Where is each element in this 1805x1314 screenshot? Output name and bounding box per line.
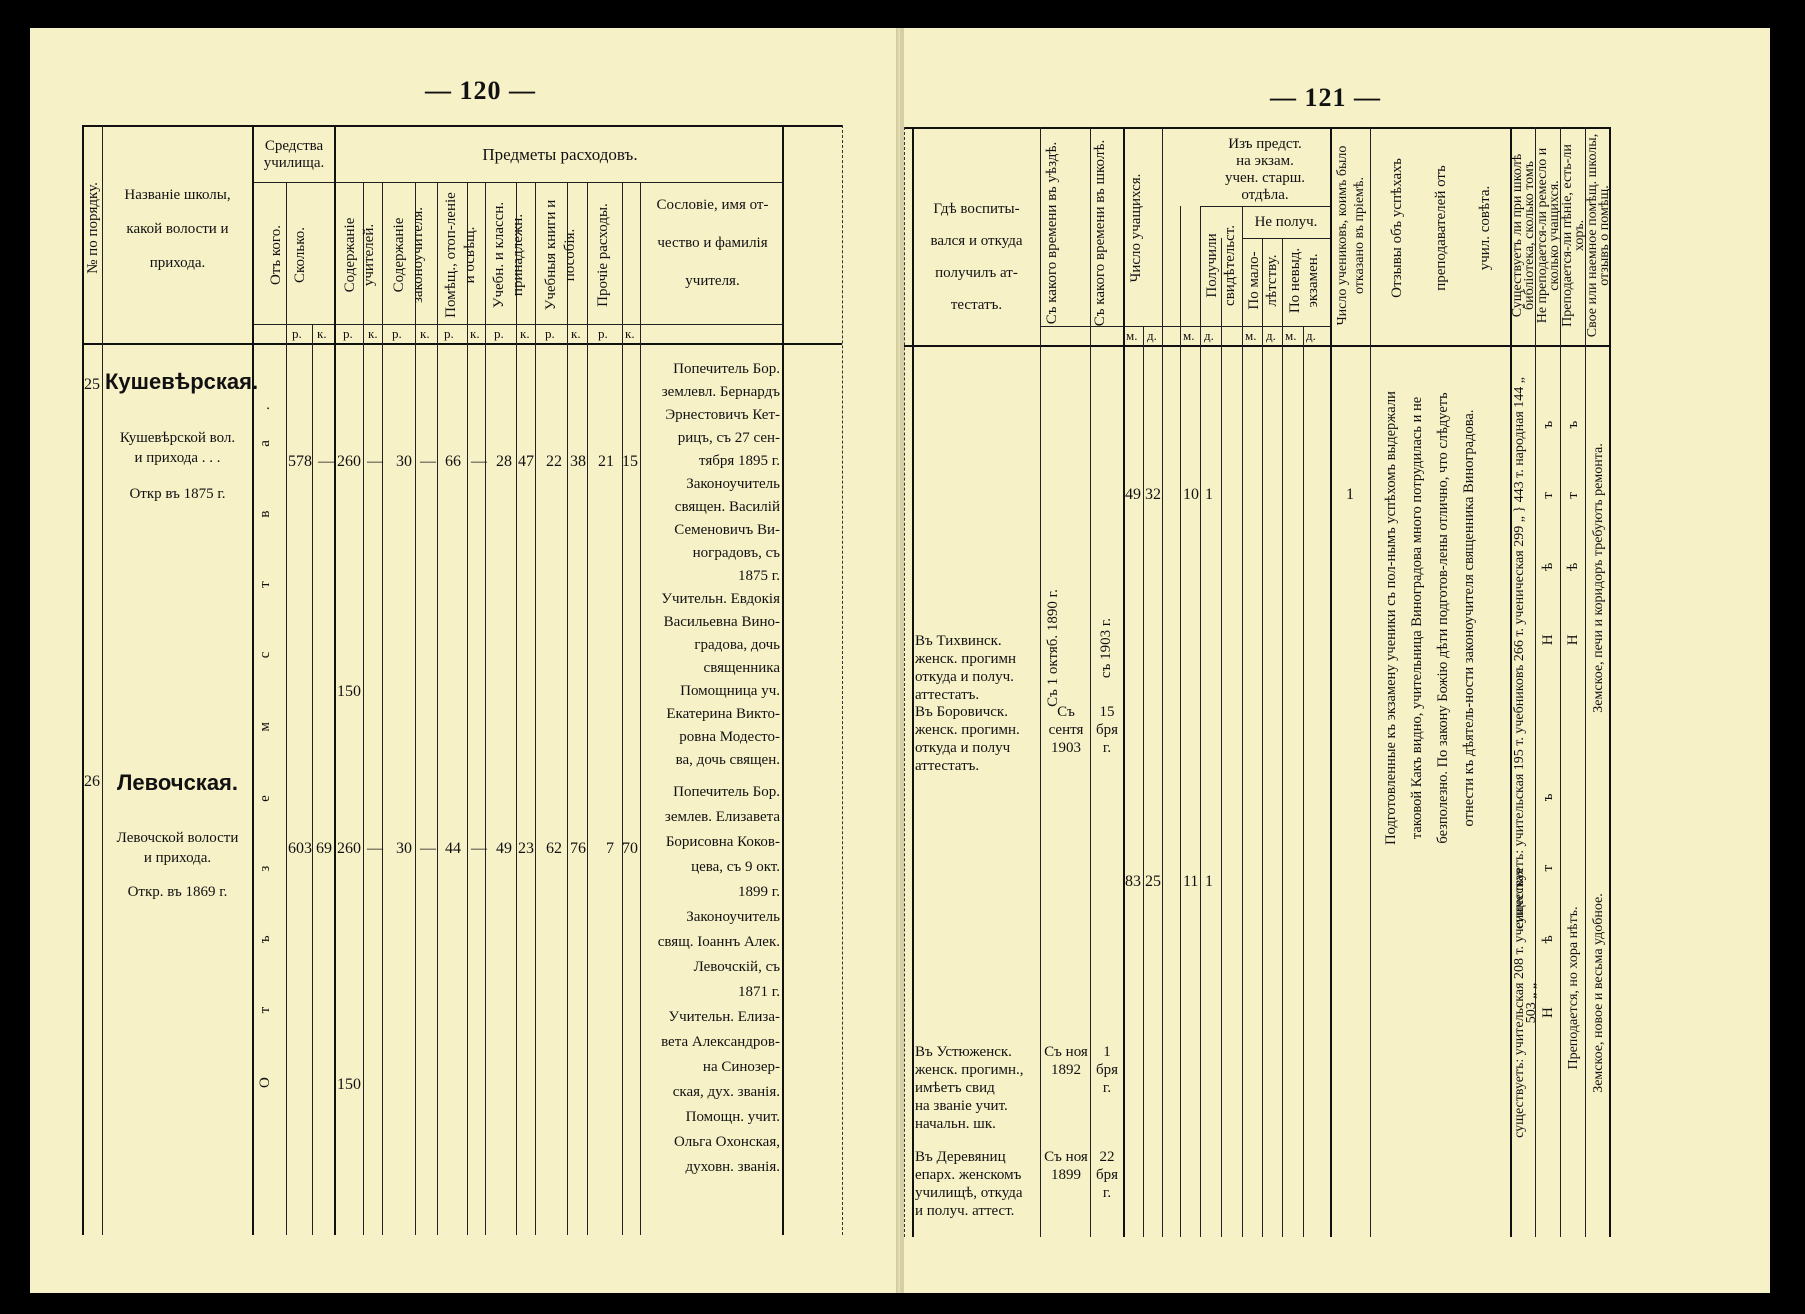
books-r: 62 <box>546 840 562 857</box>
class-r: 49 <box>496 840 512 857</box>
training-2: Въ Боровичск. женск. прогимн. откуда и получ аттестатъ. <box>915 704 1020 774</box>
salary-r: 260 <box>337 453 361 470</box>
header-got-cert: Получили свидѣтельст. <box>1204 225 1238 306</box>
table-left-border <box>82 125 84 1235</box>
staff-list: Попечитель Бор. землев. Елизавета Борисовна Коков- цева, съ 9 окт. 1899 г. Законоучитель свящ. Іоаннъ Алек. Левочскій, съ 1871 г. Учительн. Елиза- вета Александров- на Синозер- ская, дух. званія. Помощн. учит. Ольга Охонская, духовн. званія. <box>657 784 780 1175</box>
header-not-got: Не получ. <box>1254 214 1318 230</box>
singing-1: Н ѣ т ъ <box>1565 390 1581 646</box>
header-refused: Число учениковъ, коимъ было отказано въ пріемѣ. <box>1335 145 1367 326</box>
library-2: существуетъ: учительская 208 т. ученическая 503 „ „ <box>1512 868 1539 1138</box>
header-teacher: Сословіе, имя от- чество и фамилія учителя. <box>656 197 769 289</box>
expenses-header-line <box>332 182 782 183</box>
header-library: Существуетъ ли при школѣ библіотека, сколько томъ <box>1510 153 1537 318</box>
gutter-edge <box>842 125 843 1235</box>
craft-2: Н ѣ т ъ <box>1540 763 1556 1018</box>
header-since-school: Съ какого времени въ школѣ. <box>1092 139 1108 327</box>
premises-r: 44 <box>445 840 461 857</box>
header-pupils: Число учащихся. <box>1128 173 1144 283</box>
funds-header-line <box>252 182 332 183</box>
table-top-border <box>82 125 842 127</box>
cert-d: 1 <box>1205 486 1213 503</box>
header-how-much: Сколько. <box>292 227 308 283</box>
row-number: 25 <box>84 376 100 393</box>
craft-1: Н ѣ т ъ <box>1540 390 1556 646</box>
law-r: 30 <box>396 453 412 470</box>
school-volost: Левочской волости и прихода. <box>116 830 239 866</box>
header-where-trained: Гдѣ воспиты- вался и откуда получилъ ат- тестатъ. <box>930 201 1023 313</box>
premises-r: 66 <box>445 453 461 470</box>
header-class-items: Учебн. и классн. принадлежн. <box>491 201 526 309</box>
other-r: 7 <box>606 840 614 857</box>
header-premises: Свое или наемное помѣщ. школы, отзывъ о помѣщ. <box>1585 133 1612 338</box>
library-1: существуетъ: учительская 195 т. учебниковъ 266 т. ученическая 299 „ } 443 т. народная 144 „ <box>1512 377 1527 929</box>
header-teachers-salary: Содержаніе учителей. <box>342 217 377 293</box>
table-top-border <box>904 127 1609 129</box>
pupils-d: 25 <box>1145 873 1161 890</box>
law-r: 30 <box>396 840 412 857</box>
header-books: Учебныя книги и пособія. <box>543 199 578 311</box>
currency-row-line <box>252 324 782 325</box>
header-expenses: Предметы расходовъ. <box>482 145 638 164</box>
header-craft: Не преподается-ли ремесло и сколько учащихся. <box>1535 147 1562 324</box>
second-salary: 150 <box>337 1076 361 1093</box>
training-1: Въ Тихвинск. женск. прогимн откуда и получ. аттестатъ. <box>915 633 1017 703</box>
cert-m: 10 <box>1183 486 1199 503</box>
since-uezd-4: Съ ноя 1899 <box>1044 1149 1088 1183</box>
training-3: Въ Устюженск. женск. прогимн., имѣетъ свид на званіе учит. начальн. шк. <box>915 1044 1024 1132</box>
since-school-1: съ 1903 г. <box>1098 617 1114 679</box>
pupils-m: 49 <box>1125 486 1141 503</box>
school-name: Кушевѣрская. <box>105 369 259 394</box>
header-other: Прочіе расходы. <box>595 203 611 307</box>
school-name: Левочская. <box>117 770 238 795</box>
header-premises: Помѣщ., отоп-леніе и освѣщ. <box>443 192 478 318</box>
refused: 1 <box>1346 486 1354 503</box>
training-4: Въ Деревяниц епарх. женскомъ училищѣ, откуда и получ. аттест. <box>915 1149 1023 1219</box>
row-number: 26 <box>84 773 100 790</box>
header-bottom-border <box>82 343 842 345</box>
amount-r: 603 <box>288 840 312 857</box>
since-school-3: 1 бря г. <box>1095 1044 1119 1096</box>
header-underage: По мало-лѣтству. <box>1246 251 1280 310</box>
header-exam-group: Изъ предст. на экзам. учен. старш. отдѣла. <box>1224 136 1306 203</box>
header-funds: Средства училища. <box>263 138 325 171</box>
second-salary: 150 <box>337 683 361 700</box>
premises-2: Земское, новое и весьма удобное. <box>1591 893 1606 1093</box>
left-page: — 120 — № по порядку. Названіе школы, какой волости и прихода. Средства училища. Отъ кого. Сколько. Предметы расходовъ. Содержаніе учителей. Содержаніе законоучителя. Помѣщ., отоп-леніе и освѣщ. Учебн. и классн. принадлежн. Учебныя книги и пособія. Прочіе расходы. Сословіе, имя от- чество и фамилія учителя. р. к. р. к. р. к. р. к. р. к. р. к. р. к. О т ъ з е м с т в а. 25 Кушевѣрская. Кушевѣрской вол. и прихода . . . Откр въ 1875 г. 578 — 260 — 30 — 66 — 28 47 22 38 21 15 150 Попечитель Бор. землевл. Бернардъ Эрнестовичъ Кет- рицъ, съ 27 сен- тября 1895 г. Законоучитель священ. Василій Семеновичъ Ви- ноградовъ, съ 1875 г. Учительн. Евдокія Васильевна Вино- градова, дочь священника Помощница уч. Екатерина Викто- ровна Модесто- ва, дочь священ. 26 Левочская. Левочской волости и прихода. Откр. въ 1869 г. 603 69 260 — 30 — 44 — 49 23 62 76 7 70 150 Попечитель Бор. землев. Елизавета Борисовна Коков- цева, съ 9 окт. 1899 г. Законоучитель свящ. Іоаннъ Алек. Левочскій, съ 1871 г. Учительн. Елиза- вета Александров- на Синозер- ская, дух. званія. Помощн. учит. Ольга Охонская, духовн. званія. <box>30 28 910 1293</box>
class-r: 28 <box>496 453 512 470</box>
since-school-2: 15 бря г. <box>1095 704 1119 756</box>
cert-d: 1 <box>1205 873 1213 890</box>
header-since-uezd: Съ какого времени въ уѣздѣ. <box>1044 141 1060 325</box>
header-law-teacher: Содержаніе законоучителя. <box>391 207 426 303</box>
staff-list: Попечитель Бор. землевл. Бернардъ Эрнестовичъ Кет- рицъ, съ 27 сен- тября 1895 г. Законоучитель священ. Василій Семеновичъ Ви- ноградовъ, съ 1875 г. Учительн. Евдокія Васильевна Вино- градова, дочь священника Помощница уч. Екатерина Викто- ровна Модесто- ва, дочь священ. <box>661 361 780 768</box>
since-uezd-3: Съ ноя 1892 <box>1044 1044 1088 1078</box>
header-reviews: Отзывы объ успѣхахъ преподавателей отъ учил. совѣта. <box>1389 158 1493 298</box>
singing-2: Преподается, но хора нѣтъ. <box>1566 906 1581 1070</box>
since-school-4: 22 бря г. <box>1095 1149 1119 1201</box>
school-opened: Откр въ 1875 г. <box>129 486 226 502</box>
cert-m: 11 <box>1183 873 1199 890</box>
premises-1: Земское, печи и коридоръ требуютъ ремонта. <box>1591 443 1606 713</box>
school-volost: Кушевѣрской вол. и прихода . . . <box>119 430 236 466</box>
school-opened: Откр. въ 1869 г. <box>127 884 228 900</box>
header-school-name: Названіе школы, какой волости и прихода. <box>124 187 231 271</box>
pupils-d: 32 <box>1145 486 1161 503</box>
since-uezd-1: Съ 1 октяб. 1890 г. <box>1045 589 1061 707</box>
page-number-right: — 121 — <box>1270 83 1381 112</box>
since-uezd-2: Съ сентя 1903 <box>1048 704 1084 756</box>
page-number-left: — 120 — <box>425 76 536 105</box>
pupils-m: 83 <box>1125 873 1141 890</box>
header-from-whom: Отъ кого. <box>268 225 284 285</box>
other-r: 21 <box>598 453 614 470</box>
mf-row-line <box>1040 326 1330 327</box>
header-singing: Преподается-ли пѣніе, есть-ли хоръ. <box>1560 144 1587 327</box>
header-bottom-border <box>904 345 1609 347</box>
salary-r: 260 <box>337 840 361 857</box>
books-r: 22 <box>546 453 562 470</box>
funds-source: О т ъ з е м с т в а. <box>257 376 273 1088</box>
amount-r: 578 <box>288 453 312 470</box>
review-text: Подготовленные къ экзамену ученики съ пол-нымъ успѣхомъ выдержали таковой Какъ видно, учительница Виноградова много потрудилась и не безполезно. По закону Божію дѣти подготов-лены отлично, что слѣдуетъ отнести къ дѣятель-ности законоучителя священника Виноградова. <box>1383 391 1477 845</box>
header-failed: По невыд. экзамен. <box>1287 247 1321 314</box>
header-order: № по порядку. <box>85 182 101 274</box>
right-page: — 121 — Гдѣ воспиты- вался и откуда получилъ ат- тестатъ. Съ какого времени въ уѣздѣ. Съ какого времени въ школѣ. Число учащихся. Изъ предст. на экзам. учен. старш. отдѣла. Получили свидѣтельст. Не получ. По мало-лѣтству. По невыд. экзамен. Число учениковъ, коимъ было отказано въ пріемѣ. Отзывы объ успѣхахъ преподавателей отъ учил. совѣта. Существуетъ ли при школѣ библіотека, сколько томъ Не преподается-ли ремесло и сколько учащихся. Преподается-ли пѣніе, есть-ли хоръ. Свое или наемное помѣщ. школы, отзывъ о помѣщ. м. д. м. д. м. д. м. д. Въ Тихвинск. женск. прогимн откуда и получ. аттестатъ. Съ 1 октяб. 1890 г. съ 1903 г. Въ Боровичск. женск. прогимн. откуда и получ аттестатъ. Съ сентя 1903 15 бря г. 49 32 10 1 1 Подготовленные къ экзамену ученики съ пол-нымъ успѣхомъ выдержали таковой Какъ видно, учительница Виноградова много потрудилась и не безполезно. По закону Божію дѣти подготов-лены отлично, что слѣдуетъ отнести къ дѣятель-ности законоучителя священника Виноградова. существуетъ: учительская 195 т. учебниковъ 266 т. ученическая 299 „ } 443 т. народная 144 „ Н ѣ т ъ Н ѣ т ъ Земское, печи и коридоръ требуютъ ремонта. 83 25 11 1 Въ Устюженск. женск. прогимн., имѣетъ свид на званіе учит. начальн. шк. Съ ноя 1892 1 бря г. Въ Деревяниц епарх. женскомъ училищѣ, откуда и получ. аттест. Съ ноя 1899 22 бря г. существуетъ: учительская 208 т. ученическая 503 „ „ Н ѣ т ъ Преподается, но хора нѣтъ. Земское, новое и весьма удобное. <box>900 28 1770 1293</box>
